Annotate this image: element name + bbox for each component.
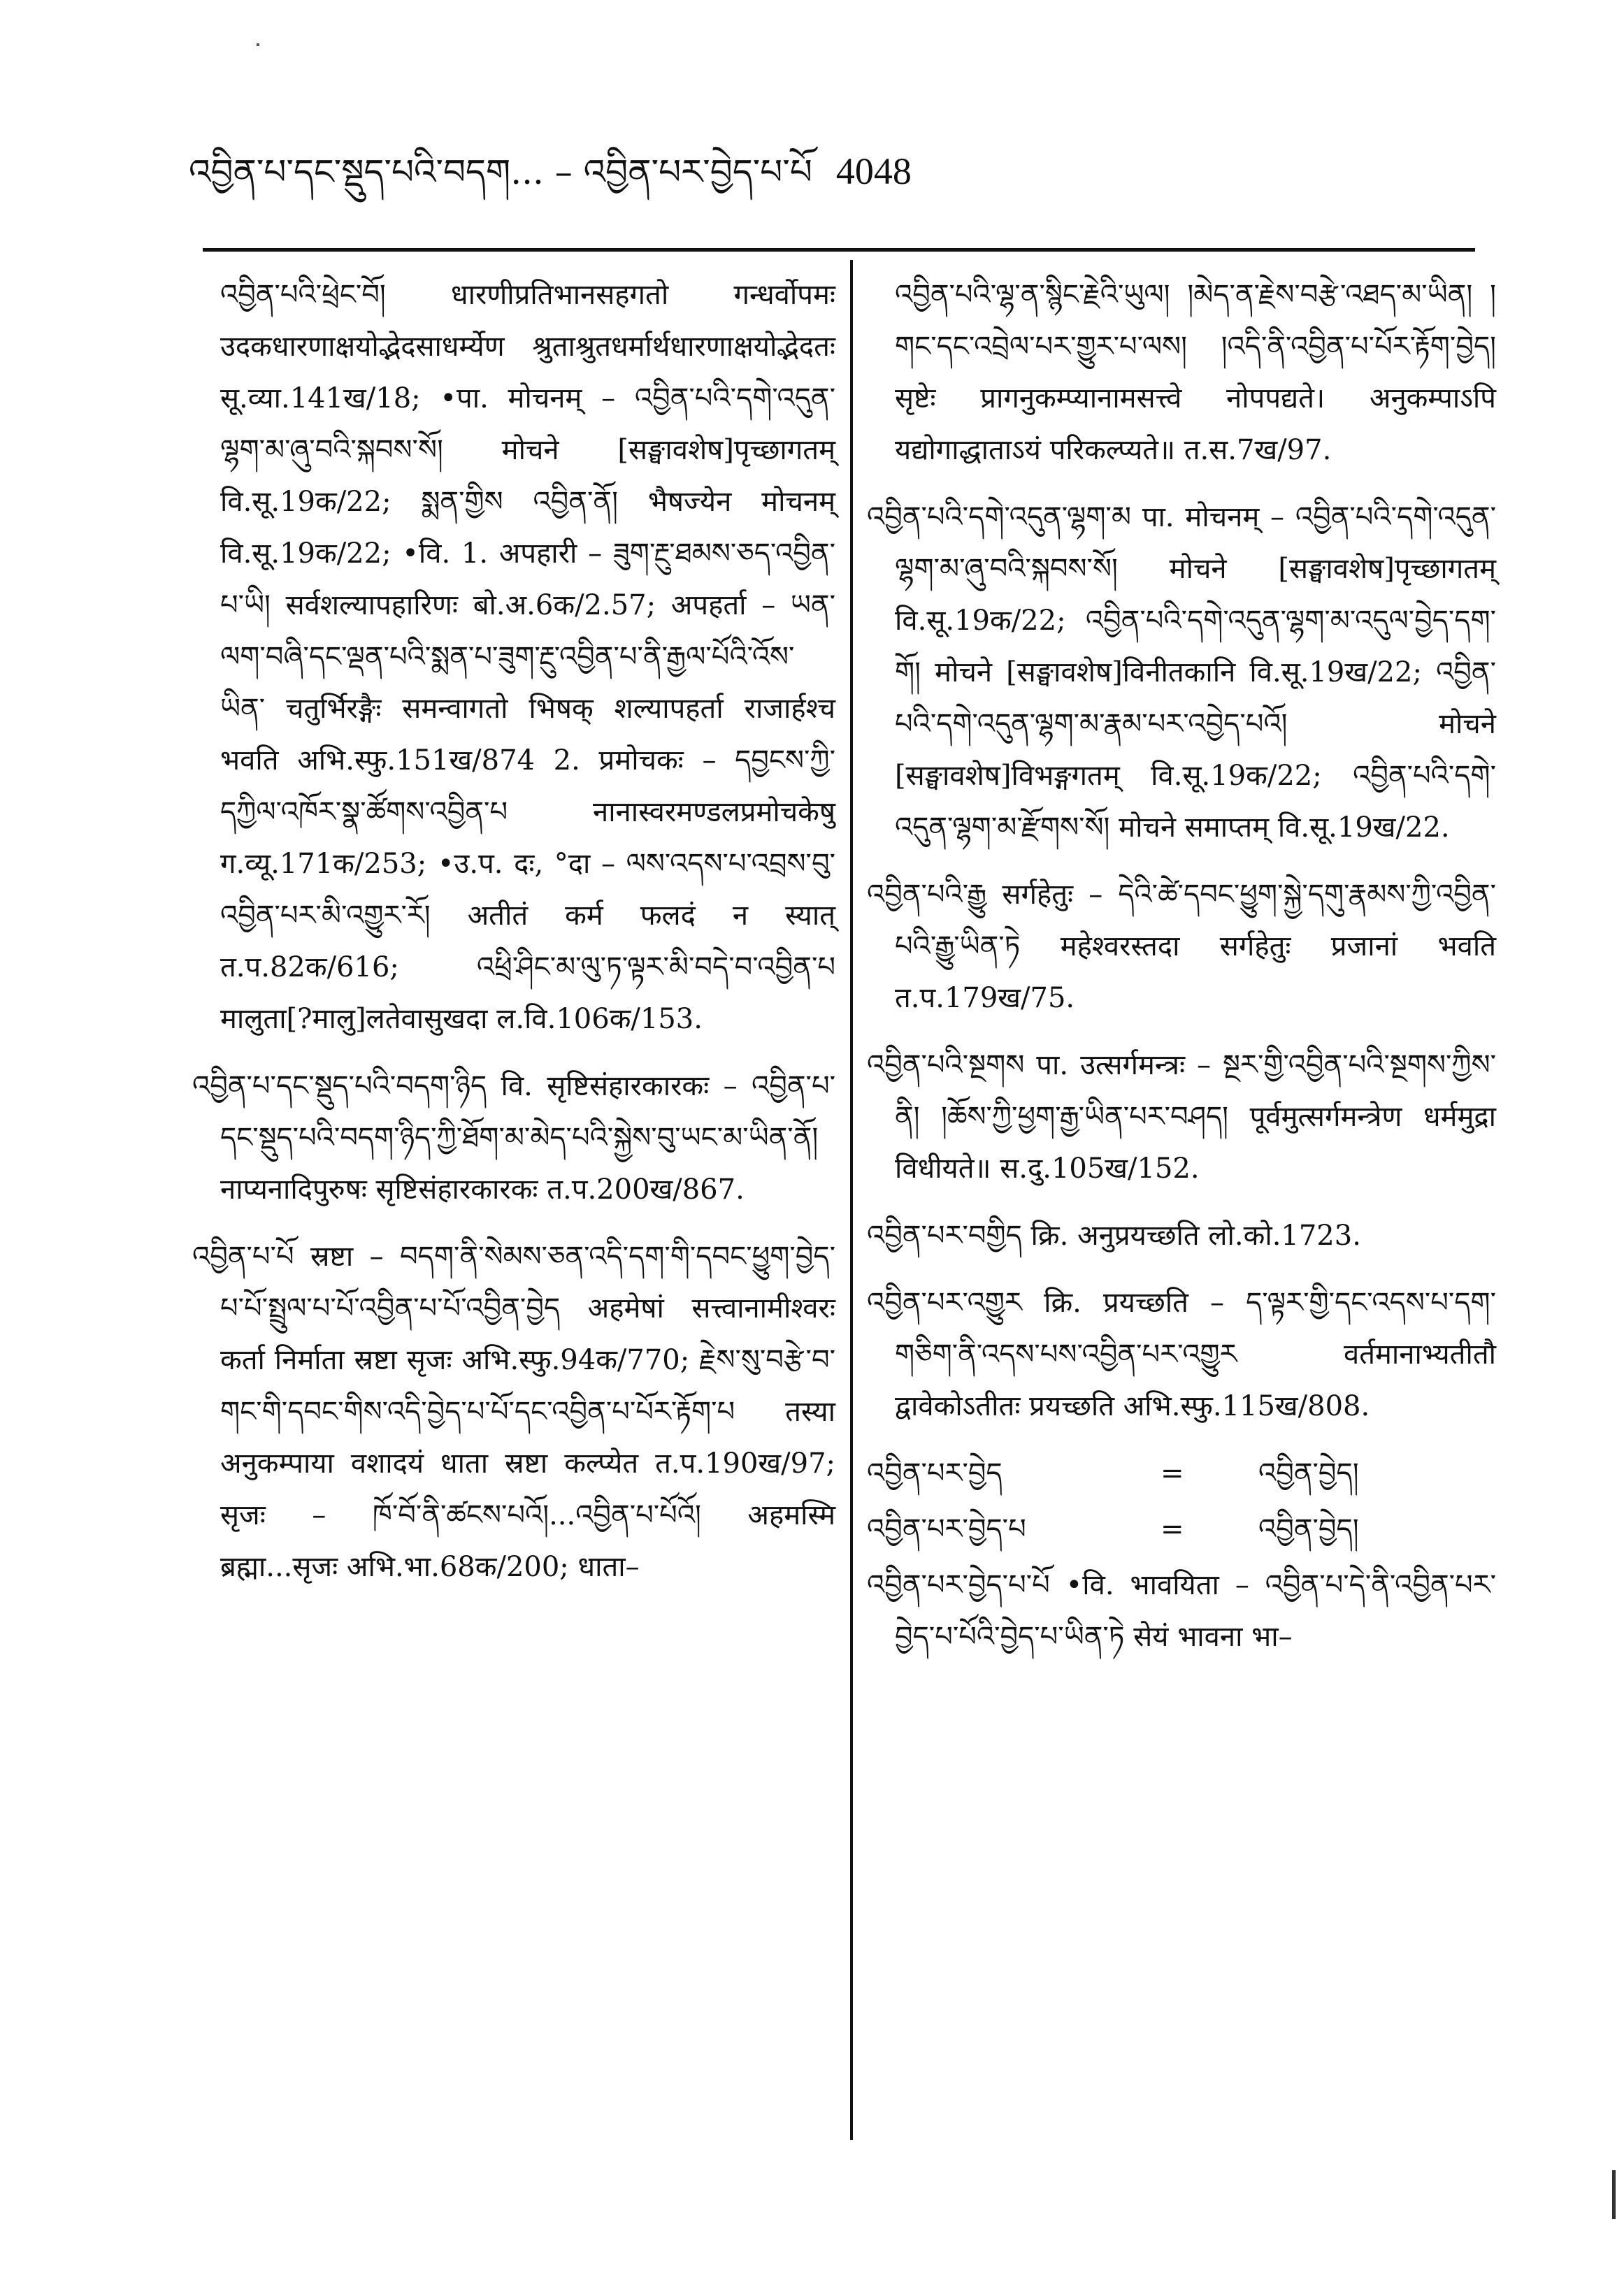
dictionary-entry: འབྱིན་པ་དང་སྡུད་པའི་བདག་ཉིད वि. सृष्टिसंहारकारकः – འབྱིན་པ་དང་སྡུད་པའི་བདག་ཉིད་ཀྱི་ཐོག་མ་མེད་པའི་སྐྱེས་བུ་ཡང་མ་ཡིན་ནོ། नाप्यनादिपुरुषः सृष्टिसंहारकारकः त.प.200ख/867.	[192, 1070, 835, 1206]
dictionary-entry: འབྱིན་པའི་ལྷ་ན་སྙིང་རྗེའི་ཡུལ། །མེད་ན་རྗེས་བརྩེ་འཐད་མ་ཡིན། །གང་དང་འབྲེལ་པར་གྱུར་པ་ལས། །འདི་ནི་འབྱིན་པ་པོར་རྟོག་བྱེད། सृष्टेः प्रागनुकम्प्यानामसत्त्वे नोपपद्यते। अनुकम्पाऽपि यद्योगाद्धाताऽयं परिकल्प्यते॥ त.स.7ख/97.	[895, 279, 1496, 466]
header-title: འབྱིན་པ་དང་སྡུད་པའི་བདག... – འབྱིན་པར་བྱེད་པ་པོ	[189, 152, 812, 192]
dictionary-entry: འབྱིན་པའི་ཕྲེང་བོ། धारणीप्रतिभानसहगतो गन्धर्वोपमः उदकधारणाक्षयोद्भेदसाधर्म्येण श्रुताश्रुतधर्मार्थधारणाक्षयोद्भेदतः सू.व्या.141ख/18; •पा. मोचनम् – འབྱིན་པའི་དགེ་འདུན་ལྷག་མ་ཞུ་བའི་སྐབས་སོ། मोचने [सङ्घावशेष]पृच्छागतम् वि.सू.19क/22; སྨན་གྱིས འབྱིན་ནོ། भैषज्येन मोचनम् वि.सू.19क/22; •वि. 1. अपहारी – ཟུག་རྔུ་ཐམས་ཅད་འབྱིན་པ་ཡི། सर्वशल्यापहारिणः बो.अ.6क/2.57; अपहर्ता – ཡན་ལག་བཞི་དང་ལྡན་པའི་སྨན་པ་ཟུག་རྔུ་འབྱིན་པ་ནི་རྒྱལ་པོའི་འོས་ཡིན་ चतुर्भिरङ्गैः समन्वागतो भिषक् शल्यापहर्ता राजार्हश्च भवति अभि.स्फु.151ख/874 2. प्रमोचकः – དབྱངས་ཀྱི་དཀྱིལ་འཁོར་སྣ་ཚོགས་འབྱིན་པ नानास्वरमण्डलप्रमोचकेषु ग.व्यू.171क/253; •उ.प. दः, °दा – ལས་འདས་པ་འབྲས་བུ་འབྱིན་པར་མི་འགྱུར་རོ། अतीतं कर्म फलदं न स्यात् त.प.82क/616; འཕྲི་ཤིང་མ་ལུ་ཏ་ལྟར་མི་བདེ་བ་འབྱིན་པ मालुता[?मालु]लतेवासुखदा ल.वि.106क/153.	[220, 279, 835, 1035]
page-number: 4048	[835, 150, 912, 192]
column-divider	[850, 260, 853, 2140]
cross-reference-head: འབྱིན་པར་བྱེད	[867, 1457, 1003, 1489]
header-rule	[203, 248, 1475, 252]
running-header	[189, 140, 1517, 203]
dictionary-entry: འབྱིན་པར་བགྱིད क्रि. अनुप्रयच्छति लो.को.1723.	[867, 1220, 1361, 1252]
cross-reference-target: འབྱིན་བྱེད།	[1258, 1513, 1359, 1545]
cross-reference-entry	[867, 1447, 1496, 1499]
dictionary-entry: འབྱིན་པའི་རྒྱུ सर्गहेतुः – དེའི་ཚེ་དབང་ཕྱུག་སྐྱེ་དགུ་རྣམས་ཀྱི་འབྱིན་པའི་རྒྱུ་ཡིན་ཏེ महेश्वरस्तदा सर्गहेतुः प्रजानां भवति त.प.179ख/75.	[867, 879, 1496, 1014]
dictionary-entry: འབྱིན་པའི་སྔགས पा. उत्सर्गमन्त्रः – སྔར་གྱི་འབྱིན་པའི་སྔགས་ཀྱིས་ནི། །ཆོས་ཀྱི་ཕྱག་རྒྱ་ཡིན་པར་བཤད། पूर्वमुत्सर्गमन्त्रेण धर्ममुद्रा विधीयते॥ स.दु.105ख/152.	[867, 1049, 1496, 1185]
dictionary-entry: འབྱིན་པར་བྱེད་པ་པོ •वि. भावयिता – འབྱིན་པ་དེ་ནི་འབྱིན་པར་བྱེད་པ་པོའི་བྱེད་པ་ཡིན་ཏེ सेयं भावना भा–	[867, 1569, 1496, 1653]
left-column	[192, 269, 835, 1608]
cross-reference-head: འབྱིན་པར་བྱེད་པ	[867, 1513, 1026, 1545]
dictionary-entry: འབྱིན་པར་འགྱུར क्रि. प्रयच्छति – ད་ལྟར་གྱི་དང་འདས་པ་དག་གཅིག་ནི་འདས་པས་འབྱིན་པར་འགྱུར वर्तमानाभ्यतीतौ द्वावेकोऽतीतः प्रयच्छति अभि.स्फु.115ख/808.	[867, 1287, 1496, 1422]
equals-sign: =	[1160, 1457, 1184, 1489]
cross-reference-target: འབྱིན་བྱེད།	[1258, 1457, 1359, 1489]
scan-speck	[257, 43, 259, 46]
cross-reference-entry	[867, 1503, 1496, 1555]
dictionary-entry: འབྱིན་པ་པོ स्रष्टा – བདག་ནི་སེམས་ཅན་འདི་དག་གི་དབང་ཕྱུག་བྱེད་པ་པོ་སྤྲུལ་པ་པོ་འབྱིན་པ་པོ་འབྱིན་བྱེད अहमेषां सत्त्वानामीश्वरः कर्ता निर्माता स्रष्टा सृजः अभि.स्फु.94क/770; རྗེས་སུ་བརྩེ་བ་གང་གི་དབང་གིས་འདི་བྱེད་པ་པོ་དང་འབྱིན་པ་པོར་རྟོག་པ तस्या अनुकम्पाया वशादयं धाता स्रष्टा कल्प्येत त.प.190ख/97; सृजः – ཁོ་བོ་ནི་ཚངས་པའོ།...འབྱིན་པ་པོའོ། अहमस्मि ब्रह्मा...सृजः अभि.भा.68क/200; धाता–	[192, 1241, 835, 1583]
dictionary-entry: འབྱིན་པའི་དགེ་འདུན་ལྷག་མ पा. मोचनम् – འབྱིན་པའི་དགེ་འདུན་ལྷག་མ་ཞུ་བའི་སྐབས་སོ། मोचने [सङ्घावशेष]पृच्छागतम् वि.सू.19क/22; འབྱིན་པའི་དགེ་འདུན་ལྷག་མ་འདུལ་བྱེད་དག་གོ། मोचने [सङ्घावशेष]विनीतकानि वि.सू.19ख/22; འབྱིན་པའི་དགེ་འདུན་ལྷག་མ་རྣམ་པར་འབྱེད་པའོ། मोचने [सङ्घावशेष]विभङ्गगतम् वि.सू.19क/22; འབྱིན་པའི་དགེ་འདུན་ལྷག་མ་རྫོགས་སོ། मोचने समाप्तम् वि.सू.19ख/22.	[867, 501, 1496, 844]
scan-edge-mark	[1612, 2170, 1616, 2219]
equals-sign: =	[1160, 1513, 1184, 1545]
right-column	[867, 269, 1496, 1678]
